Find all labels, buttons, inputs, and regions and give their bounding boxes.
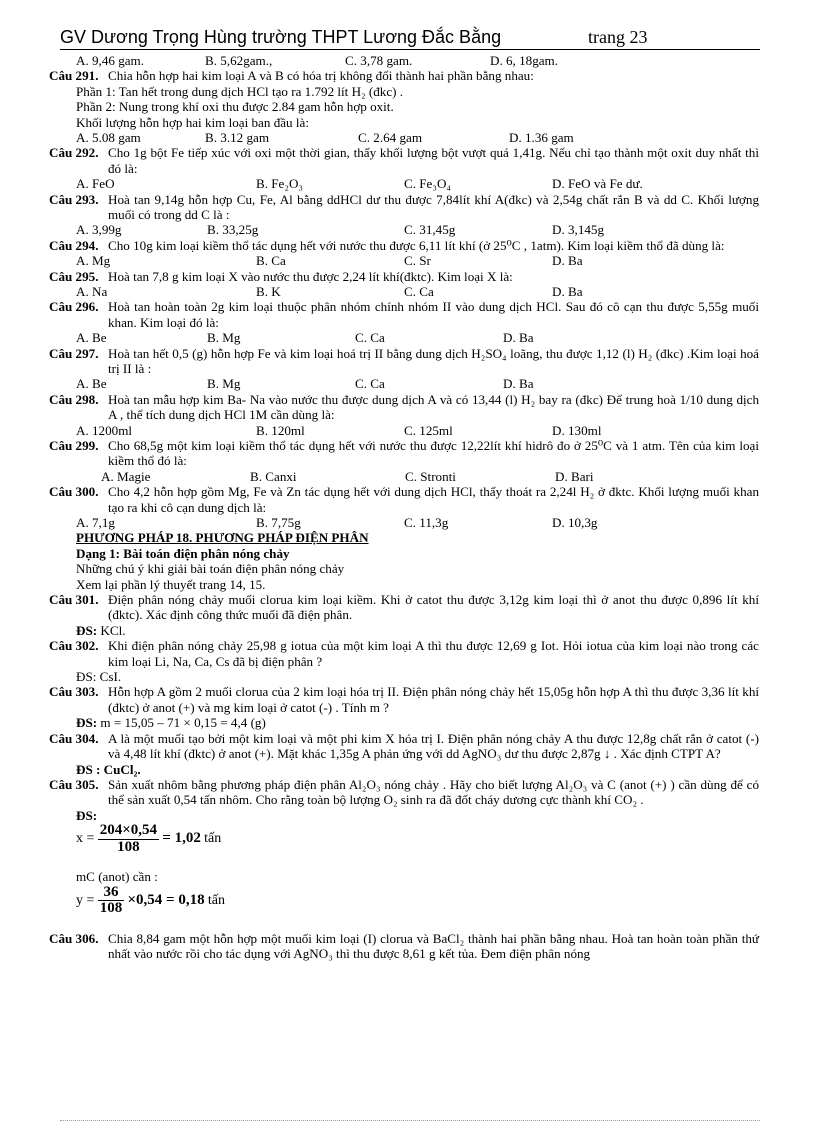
option-a: A. Magie xyxy=(101,468,151,484)
option-c: C. 3,78 gam. xyxy=(345,53,413,68)
section-subtitle: Dạng 1: Bài toán điện phân nóng chảy xyxy=(76,545,290,561)
problem-text: Hỗn hợp A gồm 2 muối clorua của 2 kim loại hóa trị II. Điện phân nóng chảy hết 15,05g hỗn hợp A thì thu được 3,36 lít khí (đktc) ở anot (+) và mg kim loại ở catot (-) . Tính m ? xyxy=(108,684,759,715)
question xyxy=(49,484,759,530)
option-d: D. 3,145g xyxy=(552,222,605,238)
option-b: B. Canxi xyxy=(250,468,297,484)
problem-text: Chia 8,84 gam một hỗn hợp một muối kim loại (I) clorua và BaCl₂ thành hai phần bằng nhau. Hoà tan hoàn toàn phần thứ nhất vào nước rồi cho tác dụng với AgNO₃ thì thu được 8,61 g kết tủa. Đem điện phân nóng xyxy=(108,930,759,961)
option-b: B. 5,62gam., xyxy=(205,53,273,68)
option-c: C. 31,45g xyxy=(404,222,456,238)
option-a: A. 1200ml xyxy=(76,422,133,438)
formula-lhs: x = xyxy=(76,831,95,847)
problem xyxy=(49,731,759,777)
option-c: C. Ca xyxy=(404,284,434,300)
header-rule xyxy=(60,49,760,50)
formula-rhs: = 1,02 xyxy=(162,830,201,847)
option-b: B. 7,75g xyxy=(256,515,301,531)
answer-value: KCl. xyxy=(100,622,126,638)
document-body xyxy=(49,53,759,961)
options-row xyxy=(76,53,759,68)
options-row xyxy=(76,222,759,237)
problem-number: Câu 302. xyxy=(49,638,99,654)
answer-label: ĐS: xyxy=(76,807,98,823)
problem xyxy=(49,638,759,684)
question-text: Hoà tan 7,8 g kim loại X vào nước thu được 2,24 lít khí(đktc). Kim loại X là: xyxy=(108,268,513,284)
question xyxy=(49,299,759,345)
option-d: D. FeO và Fe dư. xyxy=(552,176,643,192)
section-note: Những chú ý khi giải bài toán điện phân nóng chảy xyxy=(76,561,345,577)
option-c: C. 125ml xyxy=(404,422,453,438)
question-line: Khối lượng hỗn hợp hai kim loại ban đầu là: xyxy=(76,114,309,130)
fraction-denominator: 108 xyxy=(117,838,140,855)
question-number: Câu 299. xyxy=(49,438,99,454)
options-row xyxy=(76,130,759,145)
question xyxy=(49,238,759,269)
question xyxy=(49,145,759,191)
options-row xyxy=(76,376,759,391)
question xyxy=(49,68,759,145)
option-b: B. Ca xyxy=(256,253,286,269)
options-row xyxy=(76,253,759,268)
question-number: Câu 300. xyxy=(49,484,99,500)
question-line: Phần 1: Tan hết trong dung dịch HCl tạo ra 1.792 lít H₂ (đkc) . xyxy=(76,83,404,99)
question-line: Phần 2: Nung trong khí oxi thu được 2.84 gam hỗn hợp oxit. xyxy=(76,99,394,115)
problem-number: Câu 304. xyxy=(49,730,99,746)
question-number: Câu 293. xyxy=(49,191,99,207)
mc-line: mC (anot) cần : xyxy=(76,869,158,885)
fraction-denominator: 108 xyxy=(99,899,123,916)
option-c: C. 2.64 gam xyxy=(358,130,423,146)
question-text: Hoà tan hết 0,5 (g) hỗn hợp Fe và kim loại hoá trị II bằng dung dịch H₂SO₄ loãng, thu được 1,12 (l) H₂ (đkc) .Kim loại hoá trị II là : xyxy=(108,345,759,377)
option-b: B. K xyxy=(256,284,281,300)
problem-number: Câu 303. xyxy=(49,684,99,700)
formula-y xyxy=(49,885,759,931)
question-text: Hoà tan 9,14g hỗn hợp Cu, Fe, Al bằng ddHCl dư thu được 7,84lít khí A(đkc) và 2,54g chất rắn B và dd C. Khối lượng muối có trong dd C là : xyxy=(108,191,759,223)
problem-number: Câu 305. xyxy=(49,776,99,792)
problem-text: Điện phân nóng chảy muối clorua kim loại kiềm. Khi ở catot thu được 3,12g kim loại thì ở anot thu được 0,896 lít khí (đktc). Xác định công thức muối đã điện phân. xyxy=(108,592,759,623)
footer-rule xyxy=(60,1120,760,1121)
question-number: Câu 296. xyxy=(49,299,99,315)
option-c: C. Sr xyxy=(404,253,431,269)
question xyxy=(49,438,759,484)
answer xyxy=(49,762,759,777)
answer-value: CsI. xyxy=(99,669,122,685)
option-b: B. Mg xyxy=(207,330,241,346)
problem xyxy=(49,684,759,730)
answer-value: CuCl₂. xyxy=(103,761,141,777)
option-a: A. FeO xyxy=(76,176,115,192)
option-d: D. 1.36 gam xyxy=(509,130,574,146)
option-d: D. Ba xyxy=(503,376,534,392)
option-a: A. Na xyxy=(76,284,108,300)
fraction-numerator: 204×0,54 xyxy=(99,822,157,839)
option-a: A. 5.08 gam xyxy=(76,130,141,146)
answer-label: ĐS : xyxy=(76,761,101,777)
question-text: Cho 4,2 hỗn hợp gồm Mg, Fe và Zn tác dụng hết với dung dịch HCl, thấy thoát ra 2,24l H₂ ở đktc. Khối lượng muối khan tạo ra khi cô cạn dung dịch là: xyxy=(108,484,759,515)
option-b: B. Fe₂O₃ xyxy=(256,176,303,192)
fraction xyxy=(98,885,125,917)
question-number: Câu 297. xyxy=(49,345,99,361)
option-d: D. 6, 18gam. xyxy=(490,53,559,68)
question xyxy=(49,269,759,300)
option-b: B. Mg xyxy=(207,376,241,392)
answer-value: m = 15,05 – 71 × 0,15 = 4,4 (g) xyxy=(100,715,266,731)
question-number: Câu 294. xyxy=(49,237,99,253)
option-d: D. Ba xyxy=(552,253,583,269)
problem xyxy=(49,777,759,823)
option-a: A. 3,99g xyxy=(76,222,122,238)
problem-text: A là một muối tạo bởi một kim loại và một phi kim X hóa trị I. Điện phân nóng chảy A thu được 12,8g chất rắn ở catot (-) và 4,48 lít khí (đktc) ở anot (+). Mặt khác 1,35g A phản ứng với dd AgNO₃ dư thu được 2,87g ↓ . Xác định CTPT A? xyxy=(108,730,759,762)
answer xyxy=(49,623,759,638)
option-d: D. Ba xyxy=(552,284,583,300)
option-b: B. 3.12 gam xyxy=(205,130,270,146)
option-b: B. 120ml xyxy=(256,422,305,438)
section-title: PHƯƠNG PHÁP 18. PHƯƠNG PHÁP ĐIỆN PHÂN xyxy=(76,530,369,546)
question-number: Câu 291. xyxy=(49,68,99,84)
option-a: A. 9,46 gam. xyxy=(76,53,145,68)
question-text: Cho 1g bột Fe tiếp xúc với oxi một thời gian, thấy khối lượng bột vượt quá 1,41g. Nếu chỉ tạo thành một oxit duy nhất thì đó là: xyxy=(108,145,759,176)
fraction-numerator: 36 xyxy=(98,885,125,901)
section-note: Xem lại phần lý thuyết trang 14, 15. xyxy=(76,576,266,592)
problem xyxy=(49,931,759,962)
question-text: Chia hỗn hợp hai kim loại A và B có hóa trị không đổi thành hai phần bằng nhau: xyxy=(108,68,534,84)
question-text: Cho 68,5g một kim loại kiềm thổ tác dụng hết với nước thu được 12,22lít khí hidrô đo ở 25⁰C và 1 atm. Tên của kim loại kiềm thổ đó là: xyxy=(108,438,759,469)
question-text: Hoà tan mẫu hợp kim Ba- Na vào nước thu được dung dịch A và có 13,44 (l) H₂ bay ra (đkc) Để trung hoà 1/10 dung dịch A , thể tích dung dịch HCl 1M cần dùng là: xyxy=(108,391,759,423)
option-d: D. Bari xyxy=(555,468,594,484)
option-c: C. Fe₃O₄ xyxy=(404,176,451,192)
options-row xyxy=(76,423,759,438)
answer-label: ĐS: xyxy=(76,622,98,638)
question-text: Hoà tan hoàn toàn 2g kim loại thuộc phân nhóm chính nhóm II vào dung dịch HCl. Sau đó cô cạn thu được 5,55g muối khan. Kim loại đó là: xyxy=(108,299,759,330)
options-row xyxy=(76,284,759,299)
formula-unit: tấn xyxy=(207,892,225,908)
problem-text: Sản xuất nhôm bằng phương pháp điện phân Al₂O₃ nóng chảy . Hãy cho biết lượng Al₂O₃ và C (anot (+) ) cần dùng để có thể sản xuất 0,54 tấn nhôm. Cho rằng toàn bộ lượng O₂ sinh ra đã đốt cháy dương cực thành khí CO₂ . xyxy=(108,776,759,808)
question-number: Câu 295. xyxy=(49,268,99,284)
problem xyxy=(49,592,759,638)
question xyxy=(49,192,759,238)
option-c: C. Ca xyxy=(355,330,385,346)
option-c: C. 11,3g xyxy=(404,515,449,531)
formula-x xyxy=(49,823,759,869)
answer-label: ĐS: xyxy=(76,715,98,731)
option-a: A. 7,1g xyxy=(76,515,115,531)
question xyxy=(49,392,759,438)
formula-lhs: y = xyxy=(76,892,95,908)
option-a: A. Mg xyxy=(76,253,111,269)
question-number: Câu 298. xyxy=(49,391,99,407)
question xyxy=(49,346,759,392)
formula-unit: tấn xyxy=(204,831,222,847)
option-b: B. 33,25g xyxy=(207,222,259,238)
problem-number: Câu 301. xyxy=(49,592,99,608)
answer xyxy=(49,715,759,730)
fraction xyxy=(98,823,159,855)
question-text: Cho 10g kim loại kiềm thổ tác dụng hết với nước thu được 6,11 lít khí (ở 25⁰C , 1atm). Kim loại kiềm thổ đã dùng là: xyxy=(108,237,725,253)
header-page-number: trang 23 xyxy=(588,27,648,47)
options-row xyxy=(76,515,759,530)
answer xyxy=(49,808,759,823)
formula-rhs: ×0,54 = 0,18 xyxy=(127,891,205,908)
options-row xyxy=(101,469,759,484)
problem-number: Câu 306. xyxy=(49,930,99,946)
option-c: C. Ca xyxy=(355,376,385,392)
header-author: GV Dương Trọng Hùng trường THPT Lương Đắc Bằng xyxy=(60,27,502,47)
option-d: D. 10,3g xyxy=(552,515,598,531)
options-row xyxy=(76,176,759,191)
answer xyxy=(49,669,759,684)
option-a: A. Be xyxy=(76,330,107,346)
page-header xyxy=(60,27,760,51)
option-d: D. 130ml xyxy=(552,422,602,438)
option-a: A. Be xyxy=(76,376,107,392)
option-d: D. Ba xyxy=(503,330,534,346)
problem-text: Khi điện phân nóng chảy 25,98 g iotua của một kim loại A thì thu được 12,69 g Iot. Hỏi iotua của kim loại nào trong các kim loại Li, Na, Ca, Cs đã bị điện phân ? xyxy=(108,638,759,669)
question-number: Câu 292. xyxy=(49,145,99,161)
answer-label: ĐS: xyxy=(76,669,97,685)
option-c: C. Stronti xyxy=(405,468,456,484)
options-row xyxy=(76,330,759,345)
